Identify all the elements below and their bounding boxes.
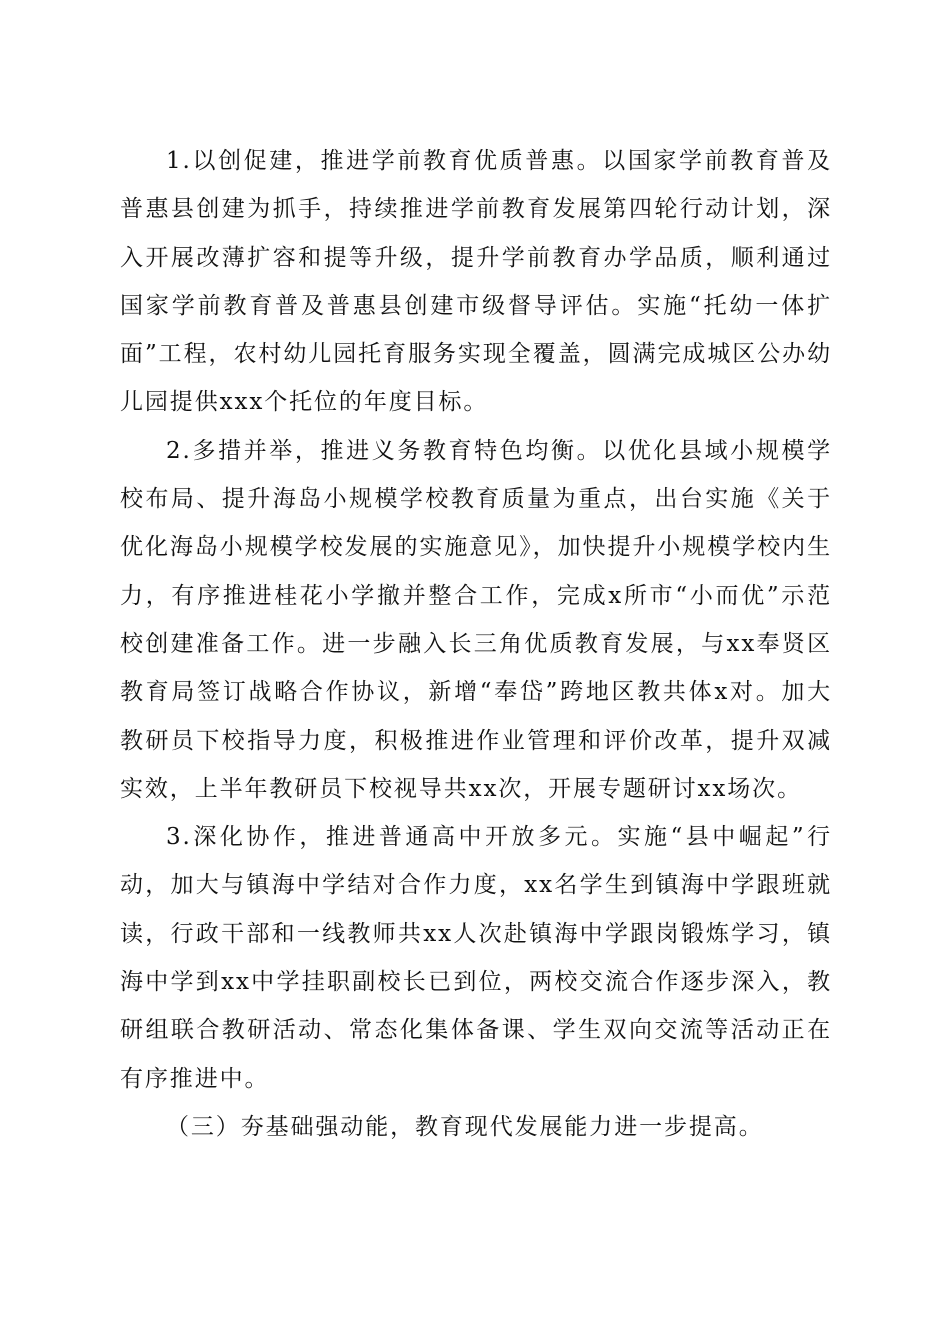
document-body: [120, 137, 832, 1151]
paragraph-preschool-education: 1.以创促建，推进学前教育优质普惠。以国家学前教育普及普惠县创建为抓手，持续推进学前教育发展第四轮行动计划，深入开展改薄扩容和提等升级，提升学前教育办学品质，顺利通过国家学前教育普及普惠县创建市级督导评估。实施“托幼一体扩面”工程，农村幼儿园托育服务实现全覆盖，圆满完成城区公办幼儿园提供xxx个托位的年度目标。: [120, 148, 832, 416]
paragraph-high-school-education: 3.深化协作，推进普通高中开放多元。实施“县中崛起”行动，加大与镇海中学结对合作力度，xx名学生到镇海中学跟班就读，行政干部和一线教师共xx人次赴镇海中学跟岗锻炼学习，镇海中学到xx中学挂职副校长已到位，两校交流合作逐步深入，教研组联合教研活动、常态化集体备课、学生双向交流等活动正在有序推进中。: [120, 824, 832, 1092]
paragraph-compulsory-education: 2.多措并举，推进义务教育特色均衡。以优化县域小规模学校布局、提升海岛小规模学校教育质量为重点，出台实施《关于优化海岛小规模学校发展的实施意见》，加快提升小规模学校内生力，有序推进桂花小学撤并整合工作，完成x所市“小而优”示范校创建准备工作。进一步融入长三角优质教育发展，与xx奉贤区教育局签订战略合作协议，新增“奉岱”跨地区教共体x对。加大教研员下校指导力度，积极推进作业管理和评价改革，提升双减实效，上半年教研员下校视导共xx次，开展专题研讨xx场次。: [120, 437, 832, 802]
section-heading: （三）夯基础强动能，教育现代发展能力进一步提高。: [166, 1113, 764, 1140]
